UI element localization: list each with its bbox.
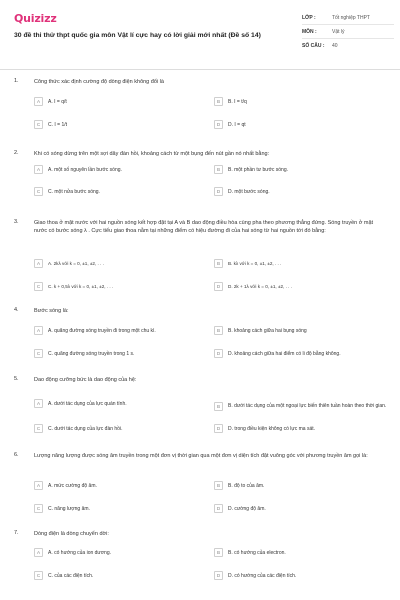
option-b[interactable] — [214, 324, 394, 337]
option-text: A. mức cường độ âm. — [48, 482, 97, 489]
option-text: C. quãng đường sóng truyền trong 1 s. — [48, 350, 135, 357]
option-text: C. một nửa bước sóng. — [48, 188, 100, 195]
option-letter: D — [214, 424, 223, 433]
question-number: 2. — [14, 150, 19, 156]
option-text: B. độ to của âm. — [228, 482, 265, 489]
option-letter: A — [34, 165, 43, 174]
question-number: 1. — [14, 78, 19, 84]
question-text: Công thức xác định cường độ dòng điện không đổi là — [34, 79, 164, 85]
question-text: Dòng điện là dòng chuyển dời: — [34, 531, 109, 537]
meta-row-count — [302, 39, 394, 53]
option-text: D. một bước sóng. — [228, 188, 270, 195]
option-letter: D — [214, 120, 223, 129]
option-letter: B — [214, 481, 223, 490]
option-b[interactable] — [214, 479, 394, 492]
page-title: 30 đề thi thử thpt quốc gia môn Vật lí cực hay có lời giải mới nhất (Đề số 14) — [14, 32, 261, 39]
option-a[interactable] — [34, 397, 214, 410]
option-letter: B — [214, 259, 223, 268]
option-text: A. 2kλ với k = 0, ±1, ±2, . . . — [48, 260, 104, 266]
option-letter: C — [34, 349, 43, 358]
option-b[interactable] — [214, 257, 394, 270]
option-text: C. của các điện tích. — [48, 572, 94, 579]
option-b[interactable] — [214, 397, 394, 415]
question-number: 6. — [14, 452, 19, 458]
option-text: D. khoảng cách giữa hai điểm có li độ bằng không. — [228, 350, 341, 357]
meta-value: Vật lý — [332, 28, 345, 35]
option-letter: C — [34, 504, 43, 513]
option-letter: B — [214, 402, 223, 411]
option-letter: C — [34, 282, 43, 291]
question-number: 4. — [14, 307, 19, 313]
option-text: B. một phần tư bước sóng. — [228, 166, 289, 173]
option-d[interactable] — [214, 422, 394, 435]
option-letter: B — [214, 548, 223, 557]
option-text: A. I = q/t — [48, 98, 67, 105]
option-letter: B — [214, 165, 223, 174]
option-text: D. trong điều kiện không có lực ma sát. — [228, 425, 316, 432]
question-text: Lượng năng lượng được sóng âm truyền trong một đơn vị thời gian qua một đơn vị diện tích đặt vuông góc với phương truyền âm gọi là: — [34, 453, 368, 459]
option-b[interactable] — [214, 163, 394, 176]
option-text: A. một số nguyên lần bước sóng. — [48, 166, 122, 173]
meta-row-class — [302, 11, 394, 25]
option-a[interactable] — [34, 479, 214, 492]
option-text: B. khoảng cách giữa hai bụng sóng — [228, 327, 307, 334]
option-text: A. quãng đường sóng truyền đi trong một chu kì. — [48, 327, 156, 334]
meta-label: SỐ CÂU : — [302, 43, 325, 49]
option-text: D. I = qt — [228, 121, 246, 128]
option-d[interactable] — [214, 569, 394, 582]
document-header — [0, 0, 400, 70]
option-c[interactable] — [34, 118, 214, 131]
option-text: B. kλ với k = 0, ±1, ±2, . . . — [228, 260, 282, 266]
option-d[interactable] — [214, 502, 394, 515]
option-letter: A — [34, 481, 43, 490]
meta-row-subject — [302, 25, 394, 39]
option-letter: C — [34, 120, 43, 129]
option-letter: B — [214, 326, 223, 335]
option-text: B. I = t/q — [228, 98, 247, 105]
meta-value: Tốt nghiệp THPT — [332, 14, 370, 21]
option-a[interactable] — [34, 257, 214, 270]
question-text: Khi có sóng dừng trên một sợi dây đàn hồi, khoảng cách từ một bụng đến nút gần nó nhất bằng: — [34, 151, 270, 157]
option-letter: A — [34, 259, 43, 268]
option-text: C. I = 1/t — [48, 121, 68, 128]
meta-value: 40 — [332, 43, 338, 49]
question-text: Dao động cưỡng bức là dao động của hệ: — [34, 377, 137, 383]
option-text: D. có hướng của các điện tích. — [228, 572, 297, 579]
meta-table — [302, 11, 394, 53]
option-a[interactable] — [34, 546, 214, 559]
option-c[interactable] — [34, 502, 214, 515]
meta-label: LỚP : — [302, 14, 316, 21]
option-letter: D — [214, 349, 223, 358]
option-letter: C — [34, 187, 43, 196]
option-letter: A — [34, 97, 43, 106]
option-letter: D — [214, 571, 223, 580]
option-b[interactable] — [214, 546, 394, 559]
option-text: C. k + 0,5λ với k = 0, ±1, ±2, . . . — [48, 283, 114, 289]
question-text: Bước sóng là: — [34, 308, 69, 314]
option-c[interactable] — [34, 422, 214, 435]
option-c[interactable] — [34, 280, 214, 293]
option-letter: C — [34, 571, 43, 580]
option-letter: A — [34, 548, 43, 557]
option-d[interactable] — [214, 347, 394, 360]
option-text: D. cường độ âm. — [228, 505, 266, 512]
option-letter: C — [34, 424, 43, 433]
option-letter: D — [214, 504, 223, 513]
question-text: Giao thoa ở mặt nước với hai nguồn sóng kết hợp đặt tại A và B dao động điều hòa cùng pha theo phương thẳng đứng. Sóng truyền ở mặt nước có bước sóng λ . Cực tiểu giao thoa nằm tại những điểm có hiệu đường đi của hai sóng từ hai nguồn tới đó bằng: — [34, 220, 374, 234]
option-letter: D — [214, 282, 223, 291]
option-text: B. dưới tác dụng của một ngoại lực biến thiên tuần hoàn theo thời gian. — [228, 403, 387, 409]
option-c[interactable] — [34, 185, 214, 198]
option-letter: A — [34, 326, 43, 335]
option-text: C. dưới tác dụng của lực đàn hồi. — [48, 425, 123, 432]
option-text: B. có hướng của electron. — [228, 549, 286, 556]
option-c[interactable] — [34, 569, 214, 582]
question-number: 5. — [14, 376, 19, 382]
option-text: A. dưới tác dụng của lực quán tính. — [48, 400, 127, 407]
option-c[interactable] — [34, 347, 214, 360]
meta-label: MÔN : — [302, 28, 317, 35]
option-text: D. 2k + 1λ với k = 0, ±1, ±2, . . . — [228, 283, 292, 289]
option-d[interactable] — [214, 185, 394, 198]
option-d[interactable] — [214, 118, 394, 131]
option-letter: A — [34, 399, 43, 408]
option-d[interactable] — [214, 280, 394, 293]
option-text: A. có hướng của ion dương. — [48, 549, 112, 556]
option-text: C. năng lượng âm. — [48, 505, 90, 512]
option-a[interactable] — [34, 324, 214, 337]
question-number: 7. — [14, 530, 19, 536]
option-a[interactable] — [34, 163, 214, 176]
question-number: 3. — [14, 219, 19, 225]
quizizz-logo: Quizizz — [14, 12, 57, 25]
option-b[interactable] — [214, 95, 394, 108]
option-letter: B — [214, 97, 223, 106]
option-a[interactable] — [34, 95, 214, 108]
option-letter: D — [214, 187, 223, 196]
